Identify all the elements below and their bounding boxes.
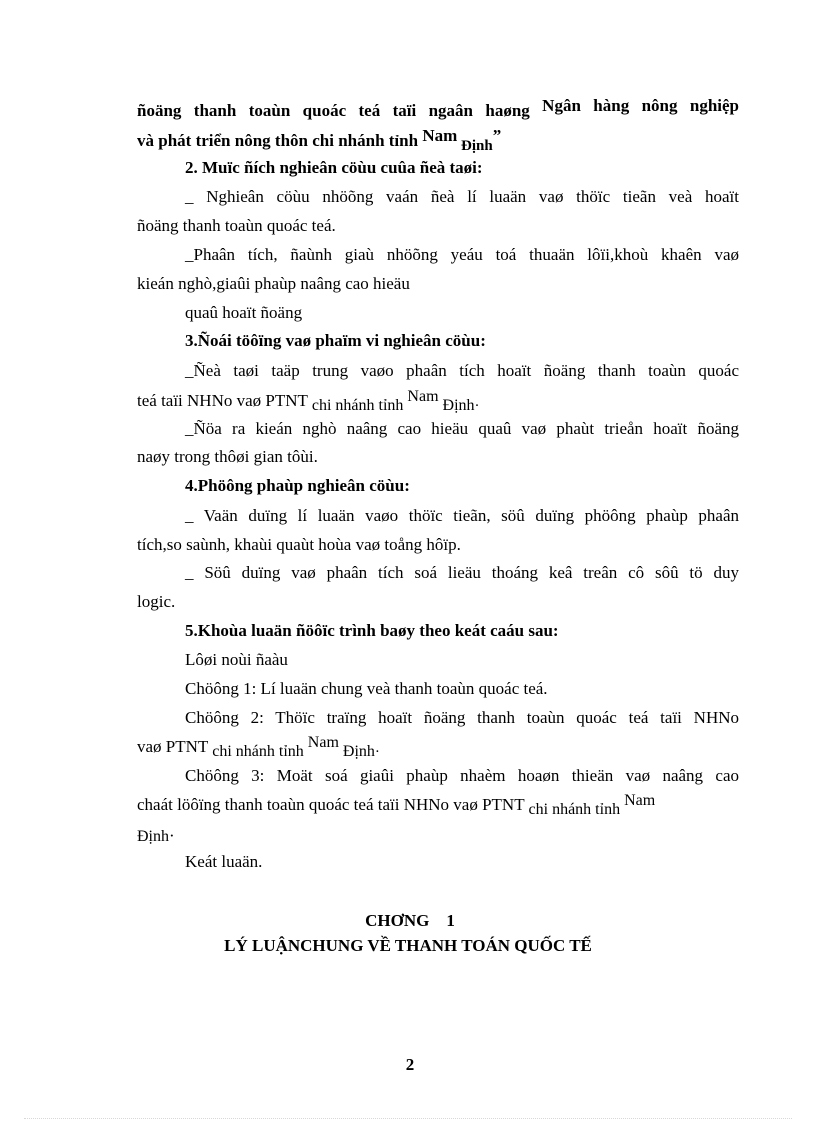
body-line-13: [137, 446, 318, 468]
body-line-22: [185, 707, 739, 729]
chapter-title: [0, 935, 816, 957]
body-line-10: [137, 360, 739, 382]
section-heading-3: [185, 330, 486, 352]
line-23-text: vaø PTNT: [137, 737, 213, 756]
body-line-26: [137, 825, 175, 848]
chapter-title-text: LÝ LUẬNCHUNG VỀ THANH TOÁN QUỐC TẾ: [224, 936, 592, 955]
line-11-dot: ·: [474, 398, 480, 414]
line-25-text: chaát löôïng thanh toaùn quoác teá taïi NHNo vaø PTNT: [137, 795, 529, 814]
line-27-text: Keát luaän.: [185, 852, 263, 871]
body-line-4: [137, 186, 739, 208]
line-11-branch: chi nhánh tỉnh: [311, 397, 408, 414]
line-23-branch: chi nhánh tỉnh: [212, 743, 308, 760]
line-7-text: kieán nghò,giaûi phaùp naâng cao hieäu: [137, 274, 410, 293]
section-heading-5-text: 5.Khoùa luaän ñöôïc trình baøy theo keát caáu sau:: [185, 621, 559, 640]
body-line-1: [137, 96, 740, 122]
line-25-branch: chi nhánh tỉnh: [528, 801, 625, 818]
page-number: [2, 1054, 816, 1076]
body-line-21: [185, 678, 548, 700]
line-26-dot: ·: [169, 826, 175, 845]
body-line-20: [185, 649, 288, 671]
line-11-nam: Nam: [407, 388, 439, 405]
line-4-text: _ Nghieân cöùu nhöõng vaán ñeà lí luaän vaø thöïc tieãn veà hoaït: [185, 187, 739, 206]
chapter-number-text: CHƠNG 1: [365, 911, 455, 930]
line-18-text: logic.: [137, 592, 176, 611]
body-line-5: [137, 215, 336, 237]
line-13-text: naøy trong thôøi gian tôùi.: [137, 447, 318, 466]
line-1-bank-name: Ngân hàng nông nghiệp: [542, 96, 740, 115]
line-10-text: _Ñeà taøi taäp trung vaøo phaân tích hoaït ñoäng thanh toaùn quoác: [185, 361, 739, 380]
page-number-text: 2: [405, 1055, 415, 1074]
line-25-nam: Nam: [624, 792, 656, 809]
body-line-27: [185, 851, 262, 873]
line-15-text: _ Vaän duïng lí luaän vaøo thöïc tieãn, söû duïng phöông phaùp phaân: [185, 506, 739, 525]
line-11-text: teá taïi NHNo vaø PTNT: [137, 391, 312, 410]
line-2-text: và phát triển nông thôn chi nhánh tỉnh: [137, 131, 423, 150]
section-heading-2-text: 2. Muïc ñích nghieân cöùu cuûa ñeà taøi:: [185, 158, 483, 177]
body-line-11: [137, 390, 480, 413]
line-23-dinh: Định: [338, 743, 375, 760]
line-12-text: _Ñöa ra kieán nghò naâng cao hieäu quaû vaø phaùt trieån hoaït ñoäng: [185, 419, 739, 438]
body-line-17: [137, 562, 739, 584]
body-line-16: [137, 534, 461, 556]
line-20-text: Lôøi noùi ñaàu: [185, 650, 288, 669]
line-5-text: ñoäng thanh toaùn quoác teá.: [137, 216, 336, 235]
line-6-text: _Phaân tích, ñaùnh giaù nhöõng yeáu toá thuaän lôïi,khoù khaên vaø: [185, 245, 739, 264]
line-22-text: Chöông 2: Thöïc traïng hoaït ñoäng thanh toaùn quoác teá taïi NHNo: [185, 708, 739, 727]
section-heading-5: [185, 620, 559, 642]
body-line-6: [137, 244, 739, 266]
section-heading-2: [185, 157, 483, 179]
body-line-24: [185, 765, 739, 787]
line-2-nam: Nam: [422, 126, 458, 145]
body-line-23: [137, 736, 380, 759]
section-heading-4: [185, 475, 410, 497]
body-line-15: [137, 505, 739, 527]
line-21-text: Chöông 1: Lí luaän chung veà thanh toaùn quoác teá.: [185, 679, 548, 698]
line-2-quote: ”: [492, 126, 502, 145]
body-line-8: [185, 302, 302, 324]
page-bottom-divider: [24, 1118, 792, 1119]
line-23-nam: Nam: [307, 734, 339, 751]
body-line-12: [137, 418, 739, 440]
line-17-text: _ Söû duïng vaø phaân tích soá lieäu thoáng keâ treân cô sôû tö duy: [185, 563, 739, 582]
line-23-dot: ·: [374, 744, 380, 760]
line-11-dinh: Định: [438, 397, 475, 414]
line-1-text: ñoäng thanh toaùn quoác teá taïi ngaân haøng: [137, 101, 543, 120]
chapter-number: [2, 910, 816, 932]
body-line-7: [137, 273, 410, 295]
body-line-25: [137, 794, 655, 817]
line-24-text: Chöông 3: Moät soá giaûi phaùp nhaèm hoaøn thieän vaø naâng cao: [185, 766, 739, 785]
line-2-dinh: Định: [457, 138, 493, 154]
body-line-18: [137, 591, 175, 613]
section-heading-4-text: 4.Phöông phaùp nghieân cöùu:: [185, 476, 410, 495]
section-heading-3-text: 3.Ñoái töôïng vaø phaïm vi nghieân cöùu:: [185, 331, 486, 350]
line-26-dinh: Định: [137, 828, 169, 845]
body-line-2: [137, 126, 502, 154]
line-8-text: quaû hoaït ñoäng: [185, 303, 303, 322]
line-16-text: tích,so saùnh, khaùi quaùt hoùa vaø toång hôïp.: [137, 535, 461, 554]
